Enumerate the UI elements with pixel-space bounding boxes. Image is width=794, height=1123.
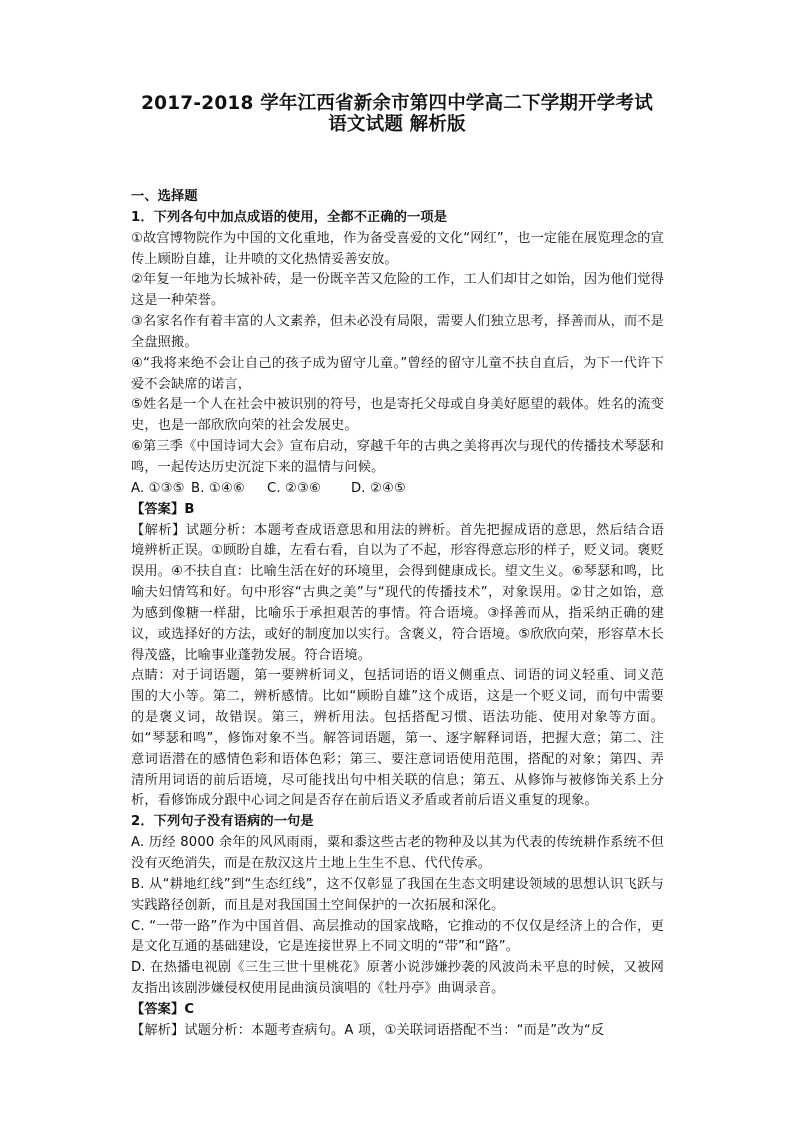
question-1-item: ⑥第三季《中国诗词大会》宣布启动，穿越千年的古典之美将再次与现代的传播技术琴瑟和鸣，一起传达历史沉淀下来的温情与问候。 — [131, 439, 664, 475]
question-2-answer: 【答案】C — [131, 1001, 195, 1017]
question-2-option-c: C. “一带一路”作为中国首倡、高层推动的国家战略，它推动的不仅仅是经济上的合作，更是文化互通的基础建设，它是连接世界上不同文明的“带”和“路”。 — [131, 918, 664, 955]
question-1-item: ②年复一年地为长城补砖，是一份既辛苦又危险的工作，工人们却甘之如饴，因为他们觉得这是一种荣誉。 — [131, 272, 664, 309]
question-2-stem: 2．下列句子没有语病的一句是 — [131, 814, 314, 830]
question-2-option-d: D. 在热播电视剧《三生三世十里桃花》原著小说涉嫌抄袭的风波尚未平息的时候，又被网友指出该剧涉嫌侵权使用昆曲演员演唱的《牡丹亭》曲调录音。 — [131, 960, 664, 997]
question-1-answer: 【答案】B — [131, 501, 195, 517]
question-1-options — [131, 479, 664, 500]
document-body — [131, 187, 664, 1042]
question-1-item: ①故宫博物院作为中国的文化重地，作为备受喜爱的文化“网红”，也一定能在展览理念的宣传上顾盼自雄，让井喷的文化热情妥善安放。 — [131, 230, 664, 267]
question-1-tips: 点睛：对于词语题，第一要辨析词义，包括词语的语义侧重点、词语的词义轻重、词义范围的大小等。第二，辨析感情。比如“顾盼自雄”这个成语，这是一个贬义词，而句中需要的是褒义词，故错误。第三，辨析用法。包括搭配习惯、语法功能、使用对象等方面。如“琴瑟和鸣”，修饰对象不当。解答词语题，第一、逐字解释词语，把握大意；第二、注意词语潜在的感情色彩和语体色彩；第三、要注意词语使用范围，搭配的对象；第四、弄清所用词语的前后语境，尽可能找出句中相关联的信息；第五、从修饰与被修饰关系上分析，看修饰成分跟中心词之间是否存在前后语义矛盾或者前后语义重复的现象。 — [131, 668, 664, 809]
document-title-line1: 2017-2018 学年江西省新余市第四中学高二下学期开学考试 — [141, 93, 653, 114]
question-1-item: ③名家名作有着丰富的人文素养，但未必没有局限，需要人们独立思考，择善而从，而不是全盘照搬。 — [131, 314, 664, 350]
question-1-option-c: C. ②③⑥ — [267, 480, 321, 496]
document-title-line2: 语文试题 解析版 — [328, 114, 466, 135]
question-2-option-a: A. 历经 8000 余年的风风雨雨，粟和黍这些古老的物种及以其为代表的传统耕作系统不但没有灭绝消失，而是在敖汉这片土地上生生不息、代代传承。 — [131, 835, 664, 871]
question-2-option-b: B. 从“耕地红线”到“生态红线”，这不仅彰显了我国在生态文明建设领域的思想认识飞跃与实践路径创新，而且是对我国国土空间保护的一次拓展和深化。 — [131, 876, 664, 913]
section-heading: 一、选择题 — [131, 189, 198, 204]
question-1-item: ⑤姓名是一个人在社会中被识别的符号，也是寄托父母或自身美好愿望的载体。姓名的流变史，也是一部欣欣向荣的社会发展史。 — [131, 397, 664, 434]
question-1-item: ④“我将来绝不会让自己的孩子成为留守儿童。”曾经的留守儿童不扶自直后，为下一代许下爱不会缺席的诺言， — [131, 355, 664, 392]
question-1-option-b: B. ①④⑥ — [191, 480, 245, 496]
question-2-analysis: 【解析】试题分析：本题考查病句。A 项，①关联词语搭配不当：“而是”改为“反 — [131, 1022, 605, 1038]
question-1-option-a: A. ①③⑤ — [131, 480, 185, 496]
question-1-stem: 1．下列各句中加点成语的使用，全都不正确的一项是 — [131, 209, 448, 225]
question-1-analysis: 【解析】试题分析：本题考查成语意思和用法的辨析。首先把握成语的意思，然后结合语境辨析正误。①顾盼自雄，左看右看，自以为了不起，形容得意忘形的样子，贬义词。褒贬误用。④不扶自直：比喻生活在好的环境里，会得到健康成长。望文生义。⑥琴瑟和鸣，比喻夫妇情笃和好。句中形容“古典之美”与“现代的传播技术”，对象误用。②甘之如饴，意为感到像糖一样甜，比喻乐于承担艰苦的事情。符合语境。③择善而从，指采纳正确的建议，或选择好的方法，或好的制度加以实行。含褒义，符合语境。⑤欣欣向荣，形容草木长得茂盛，比喻事业蓬勃发展。符合语境。 — [131, 522, 664, 663]
question-1-option-d: D. ②④⑤ — [351, 480, 406, 496]
